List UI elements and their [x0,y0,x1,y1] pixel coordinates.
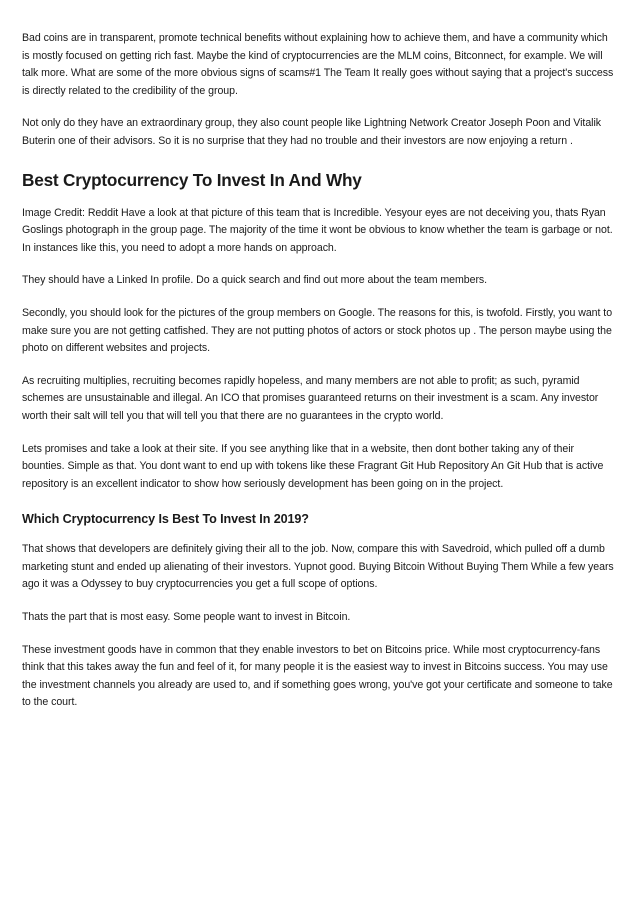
paragraph-advisors: Not only do they have an extraordinary group, they also count people like Lightning Network Creator Joseph Poon and Vitalik Buterin one of their advisors. So it is no surprise that they had no trouble and their investors are now enjoying a return . [22,117,602,147]
paragraph-investment-goods: These investment goods have in common that they enable investors to bet on Bitcoins price. While most cryptocurrency-fans think that this takes away the fun and feel of it, for many people it is the easiest way to invest in Bitcoins success. You may use the investment channels you already are used to, and if something goes wrong, you've got your certificate and someone to take to the court. [22,643,613,709]
paragraph-google-pictures: Secondly, you should look for the pictures of the group members on Google. The reasons for this, is twofold. Firstly, you want to make sure you are not getting catfished. They are not putting photos of actors or stock photos up . The person maybe using the photo on different websites and projects. [22,306,613,355]
paragraph-linkedin: They should have a Linked In profile. Do a quick search and find out more about the team members. [22,274,488,287]
paragraph-github: Lets promises and take a look at their site. If you see anything like that in a website, then dont bother taking any of their bounties. Simple as that. You dont want to end up with tokens like these Fragrant Git Hub Repository An Git Hub that is active repository is an excellent indicator to show how seriously development has been going on in the project. [22,442,604,490]
paragraph-image-credit: Image Credit: Reddit Have a look at that picture of this team that is Incredible. Yesyour eyes are not deceiving you, thats Ryan Goslings photograph in the group page. The majority of the time it wont be obvious to know whether the team is garbage or not. In instances like this, you need to adopt a more hands on approach. [22,206,613,254]
paragraph-recruiting: As recruiting multiplies, recruiting becomes rapidly hopeless, and many members are not able to profit; as such, pyramid schemes are unsustainable and illegal. An ICO that promises guaranteed returns on their investment is a scam. Any investor worth their salt will tell you that will tell you that there are no guarantees in the crypto world. [22,374,599,422]
paragraph-scam-coins: Bad coins are in transparent, promote technical benefits without explaining how to achieve them, and have a community which is mostly focused on getting rich fast. Maybe the kind of cryptocurrencies are the MLM coins, Bitconnect, for example. We will talk more. What are some of the more obvious signs of scams#1 The Team It really goes without saying that a project's success is directly related to the credibility of the group. [22,32,614,97]
heading-best-cryptocurrency: Best Cryptocurrency To Invest In And Why [22,169,362,190]
document-page [22,30,618,727]
paragraph-developers: That shows that developers are definitely giving their all to the job. Now, compare this with Savedroid, which pulled off a dumb marketing stunt and ended up alienating of their investors. Yupnot good. Buying Bitcoin Without Buying Them While a few years ago it was a Odyssey to buy cryptocurrencies you get a full scope of options. [22,543,614,591]
heading-which-cryptocurrency: Which Cryptocurrency Is Best To Invest In 2019? [22,512,309,527]
paragraph-easy-part: Thats the part that is most easy. Some people want to invest in Bitcoin. [22,611,351,624]
